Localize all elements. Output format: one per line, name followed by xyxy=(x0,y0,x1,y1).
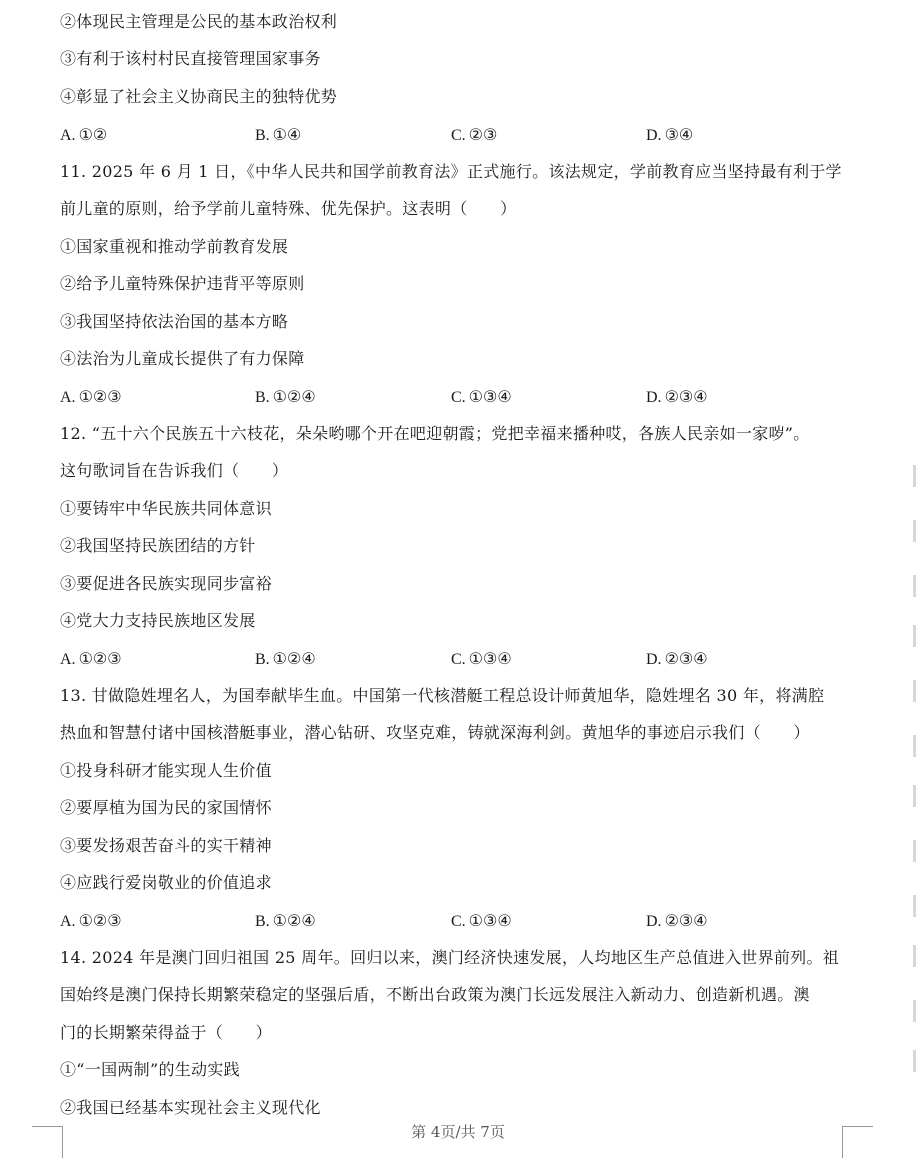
corner-mark xyxy=(842,1126,873,1158)
option-label: A. xyxy=(60,913,76,930)
text-line: ②我国已经基本实现社会主义现代化 xyxy=(60,1098,321,1117)
option-label: B. xyxy=(255,651,270,668)
text-line: ④法治为儿童成长提供了有力保障 xyxy=(60,349,305,368)
option-value: ①②③ xyxy=(78,911,122,930)
option-value: ①②③ xyxy=(78,649,122,668)
option-c xyxy=(451,124,497,147)
option-value: ②③④ xyxy=(664,911,708,930)
question-11-text: 11. 2025 年 6 月 1 日，《中华人民共和国学前教育法》正式施行。该法规定，学前教育应当坚持最有利于学 xyxy=(60,162,842,181)
text-line: ③要促进各民族实现同步富裕 xyxy=(60,574,272,593)
option-d xyxy=(646,386,708,409)
text-line: ②要厚植为国为民的家国情怀 xyxy=(60,798,272,817)
text-line: ④党大力支持民族地区发展 xyxy=(60,611,256,630)
option-value: ①③④ xyxy=(468,649,512,668)
option-c xyxy=(451,386,512,409)
text-line: ③我国坚持依法治国的基本方略 xyxy=(60,312,289,331)
corner-mark xyxy=(32,1126,63,1158)
page-footer: 第 4页/共 7页 xyxy=(411,1123,505,1141)
option-value: ②③④ xyxy=(664,387,708,406)
option-b xyxy=(255,386,316,409)
option-label: C. xyxy=(451,651,466,668)
option-b xyxy=(255,648,316,671)
option-c xyxy=(451,648,512,671)
option-a xyxy=(60,648,122,671)
option-label: A. xyxy=(60,389,76,406)
option-label: D. xyxy=(646,127,662,144)
option-a xyxy=(60,910,122,933)
option-label: A. xyxy=(60,651,76,668)
option-value: ①③④ xyxy=(468,911,512,930)
question-14-text: 门的长期繁荣得益于（ ） xyxy=(60,1023,272,1042)
text-line: ②我国坚持民族团结的方针 xyxy=(60,536,256,555)
question-13-text: 热血和智慧付诸中国核潜艇事业，潜心钻研、攻坚克难，铸就深海利剑。黄旭华的事迹启示我们（ ） xyxy=(60,723,810,742)
option-label: D. xyxy=(646,651,662,668)
option-label: B. xyxy=(255,127,270,144)
text-line: ②体现民主管理是公民的基本政治权利 xyxy=(60,12,338,31)
option-b xyxy=(255,124,301,147)
question-12-text: 12. “五十六个民族五十六枝花，朵朵哟哪个开在吧迎朝霞；党把幸福来播种哎，各族人民亲如一家哕”。 xyxy=(60,424,810,443)
option-label: B. xyxy=(255,389,270,406)
option-value: ①③④ xyxy=(468,387,512,406)
option-value: ①②④ xyxy=(272,387,316,406)
question-12-text: 这句歌词旨在告诉我们（ ） xyxy=(60,461,289,480)
option-d xyxy=(646,910,708,933)
option-value: ①②④ xyxy=(272,911,316,930)
option-c xyxy=(451,910,512,933)
option-a xyxy=(60,386,122,409)
option-label: C. xyxy=(451,913,466,930)
option-value: ②③ xyxy=(468,125,498,144)
question-14-text: 国始终是澳门保持长期繁荣稳定的坚强后盾，不断出台政策为澳门长远发展注入新动力、创造新机遇。澳 xyxy=(60,985,810,1004)
option-value: ②③④ xyxy=(664,649,708,668)
option-d xyxy=(646,124,693,147)
option-d xyxy=(646,648,708,671)
option-value: ①② xyxy=(78,125,108,144)
text-line: ②给予儿童特殊保护违背平等原则 xyxy=(60,274,305,293)
option-label: D. xyxy=(646,389,662,406)
text-line: ④应践行爱岗敬业的价值追求 xyxy=(60,873,272,892)
text-line: ①要铸牢中华民族共同体意识 xyxy=(60,499,272,518)
option-label: A. xyxy=(60,127,76,144)
option-b xyxy=(255,910,316,933)
option-label: C. xyxy=(451,389,466,406)
question-13-text: 13. 甘做隐姓埋名人，为国奉献毕生血。中国第一代核潜艇工程总设计师黄旭华，隐姓埋名 30 年，将满腔 xyxy=(60,686,825,705)
option-label: D. xyxy=(646,913,662,930)
option-value: ①④ xyxy=(272,125,302,144)
text-line: ①国家重视和推动学前教育发展 xyxy=(60,237,289,256)
option-label: C. xyxy=(451,127,466,144)
option-value: ①②③ xyxy=(78,387,122,406)
option-value: ①②④ xyxy=(272,649,316,668)
option-value: ③④ xyxy=(664,125,694,144)
text-line: ①投身科研才能实现人生价值 xyxy=(60,761,272,780)
option-a xyxy=(60,124,107,147)
question-14-text: 14. 2024 年是澳门回归祖国 25 周年。回归以来，澳门经济快速发展，人均地区生产总值进入世界前列。祖 xyxy=(60,948,840,967)
question-11-text: 前儿童的原则，给予学前儿童特殊、优先保护。这表明（ ） xyxy=(60,199,517,218)
text-line: ③有利于该村村民直接管理国家事务 xyxy=(60,49,321,68)
option-label: B. xyxy=(255,913,270,930)
text-line: ③要发扬艰苦奋斗的实干精神 xyxy=(60,836,272,855)
text-line: ①“一国两制”的生动实践 xyxy=(60,1060,240,1079)
text-line: ④彰显了社会主义协商民主的独特优势 xyxy=(60,87,338,106)
